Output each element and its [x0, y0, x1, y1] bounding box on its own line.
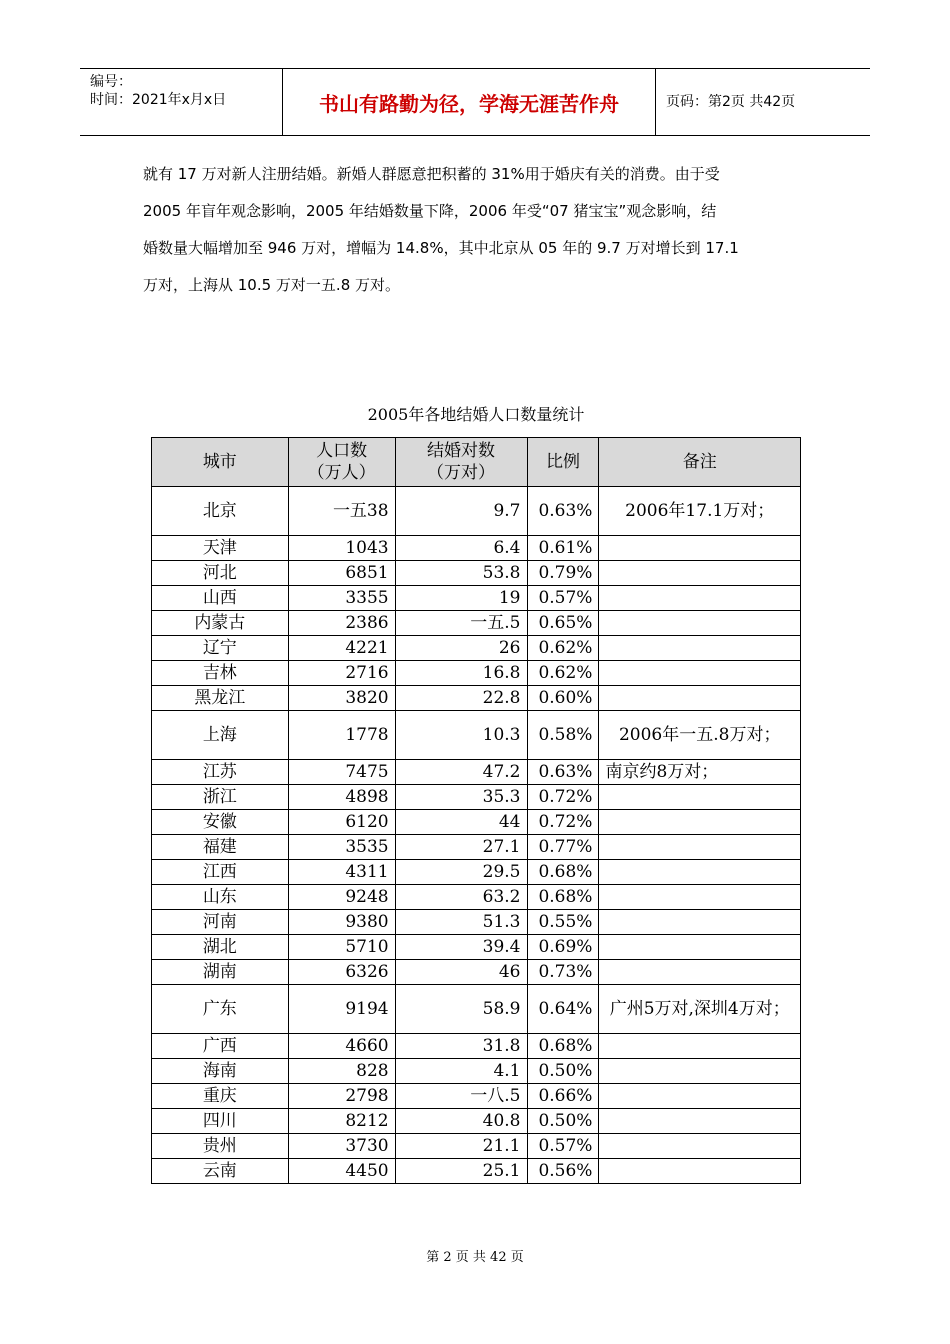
table-row	[152, 935, 801, 960]
cell-note: 2006年17.1万对；	[599, 487, 801, 536]
cell-city: 湖北	[152, 935, 289, 960]
cell-ratio: 0.68%	[527, 885, 599, 910]
table-row	[152, 711, 801, 760]
header-note: 备注	[599, 438, 801, 487]
cell-ratio: 0.68%	[527, 860, 599, 885]
table-row	[152, 1109, 801, 1134]
cell-population: 6326	[288, 960, 395, 985]
table-row	[152, 960, 801, 985]
cell-population: 4450	[288, 1159, 395, 1184]
table-row	[152, 561, 801, 586]
cell-note	[599, 910, 801, 935]
cell-marriages: 19	[395, 586, 527, 611]
cell-ratio: 0.50%	[527, 1059, 599, 1084]
cell-marriages: 21.1	[395, 1134, 527, 1159]
cell-ratio: 0.66%	[527, 1084, 599, 1109]
paragraph-line: 2005 年盲年观念影响，2005 年结婚数量下降，2006 年受“07 猪宝宝”观念影响，结	[143, 202, 717, 220]
cell-ratio: 0.65%	[527, 611, 599, 636]
time-label: 时间：2021年x月x日	[90, 92, 227, 108]
cell-population: 7475	[288, 760, 395, 785]
cell-city: 江苏	[152, 760, 289, 785]
cell-note	[599, 636, 801, 661]
cell-ratio: 0.62%	[527, 636, 599, 661]
cell-note	[599, 785, 801, 810]
cell-ratio: 0.63%	[527, 487, 599, 536]
header-meta-cell	[80, 69, 283, 135]
cell-population: 4311	[288, 860, 395, 885]
header-marriages	[395, 438, 527, 487]
table-caption: 2005年各地结婚人口数量统计	[367, 405, 585, 424]
cell-note	[599, 960, 801, 985]
table-row	[152, 686, 801, 711]
table-row	[152, 611, 801, 636]
cell-ratio: 0.57%	[527, 1134, 599, 1159]
cell-population: 2386	[288, 611, 395, 636]
cell-city: 上海	[152, 711, 289, 760]
motto-text: 书山有路勤为径，学海无涯苦作舟	[319, 92, 619, 116]
paragraph-line: 就有 17 万对新人注册结婚。新婚人群愿意把积蓄的 31%用于婚庆有关的消费。由于受	[143, 165, 720, 183]
table-row	[152, 1059, 801, 1084]
cell-population: 1778	[288, 711, 395, 760]
cell-population: 9380	[288, 910, 395, 935]
table-row	[152, 1084, 801, 1109]
table-row	[152, 910, 801, 935]
cell-ratio: 0.50%	[527, 1109, 599, 1134]
cell-note	[599, 1059, 801, 1084]
cell-population: 6120	[288, 810, 395, 835]
table-row	[152, 885, 801, 910]
cell-note	[599, 885, 801, 910]
cell-city: 山东	[152, 885, 289, 910]
cell-population: 1043	[288, 536, 395, 561]
cell-city: 黑龙江	[152, 686, 289, 711]
table-row	[152, 1134, 801, 1159]
table-row	[152, 785, 801, 810]
cell-note	[599, 1159, 801, 1184]
page-footer: 第 2 页 共 42 页	[426, 1250, 524, 1265]
cell-ratio: 0.73%	[527, 960, 599, 985]
cell-marriages: 22.8	[395, 686, 527, 711]
cell-marriages: 40.8	[395, 1109, 527, 1134]
cell-population: 一五38	[288, 487, 395, 536]
table-row	[152, 661, 801, 686]
page-label: 页码：第2页 共42页	[666, 94, 796, 110]
cell-city: 贵州	[152, 1134, 289, 1159]
cell-city: 河南	[152, 910, 289, 935]
cell-note	[599, 835, 801, 860]
cell-population: 2798	[288, 1084, 395, 1109]
cell-population: 2716	[288, 661, 395, 686]
cell-marriages: 一五.5	[395, 611, 527, 636]
cell-ratio: 0.56%	[527, 1159, 599, 1184]
cell-marriages: 9.7	[395, 487, 527, 536]
cell-ratio: 0.63%	[527, 760, 599, 785]
table-row	[152, 860, 801, 885]
table-row	[152, 586, 801, 611]
header-page-cell	[656, 69, 870, 135]
cell-marriages: 35.3	[395, 785, 527, 810]
cell-city: 江西	[152, 860, 289, 885]
cell-population: 6851	[288, 561, 395, 586]
cell-city: 山西	[152, 586, 289, 611]
cell-ratio: 0.72%	[527, 810, 599, 835]
cell-marriages: 10.3	[395, 711, 527, 760]
marriage-stats-table	[151, 437, 801, 1184]
cell-ratio: 0.61%	[527, 536, 599, 561]
body-paragraph	[143, 156, 803, 304]
cell-ratio: 0.72%	[527, 785, 599, 810]
cell-marriages: 27.1	[395, 835, 527, 860]
cell-ratio: 0.60%	[527, 686, 599, 711]
cell-note	[599, 860, 801, 885]
table-row	[152, 1034, 801, 1059]
cell-marriages: 31.8	[395, 1034, 527, 1059]
cell-population: 3730	[288, 1134, 395, 1159]
cell-marriages: 53.8	[395, 561, 527, 586]
cell-note: 南京约8万对；	[599, 760, 801, 785]
cell-city: 海南	[152, 1059, 289, 1084]
cell-marriages: 一八.5	[395, 1084, 527, 1109]
cell-note	[599, 561, 801, 586]
cell-marriages: 16.8	[395, 661, 527, 686]
cell-ratio: 0.77%	[527, 835, 599, 860]
number-label: 编号：	[90, 74, 132, 90]
cell-population: 8212	[288, 1109, 395, 1134]
cell-marriages: 44	[395, 810, 527, 835]
cell-city: 广西	[152, 1034, 289, 1059]
cell-city: 云南	[152, 1159, 289, 1184]
header-ratio: 比例	[527, 438, 599, 487]
cell-marriages: 26	[395, 636, 527, 661]
cell-city: 辽宁	[152, 636, 289, 661]
paragraph-line: 万对，上海从 10.5 万对一五.8 万对。	[143, 276, 401, 294]
table-row	[152, 1159, 801, 1184]
cell-ratio: 0.57%	[527, 586, 599, 611]
header-population-text: 人口数（万人）	[307, 441, 376, 483]
cell-marriages: 47.2	[395, 760, 527, 785]
table-row	[152, 985, 801, 1034]
table-row	[152, 487, 801, 536]
cell-note	[599, 686, 801, 711]
cell-note	[599, 1109, 801, 1134]
table-row	[152, 835, 801, 860]
cell-note	[599, 661, 801, 686]
cell-marriages: 29.5	[395, 860, 527, 885]
cell-marriages: 51.3	[395, 910, 527, 935]
cell-note	[599, 1134, 801, 1159]
header-marriages-text: 结婚对数（万对）	[427, 441, 496, 483]
cell-population: 4898	[288, 785, 395, 810]
cell-note	[599, 935, 801, 960]
cell-note	[599, 810, 801, 835]
cell-marriages: 25.1	[395, 1159, 527, 1184]
cell-population: 4660	[288, 1034, 395, 1059]
paragraph-line: 婚数量大幅增加至 946 万对，增幅为 14.8%，其中北京从 05 年的 9.7 万对增长到 17.1	[143, 239, 739, 257]
cell-population: 828	[288, 1059, 395, 1084]
cell-population: 3820	[288, 686, 395, 711]
cell-marriages: 63.2	[395, 885, 527, 910]
cell-ratio: 0.69%	[527, 935, 599, 960]
cell-city: 安徽	[152, 810, 289, 835]
cell-city: 天津	[152, 536, 289, 561]
cell-city: 浙江	[152, 785, 289, 810]
cell-city: 湖南	[152, 960, 289, 985]
cell-city: 吉林	[152, 661, 289, 686]
cell-ratio: 0.55%	[527, 910, 599, 935]
header-population	[288, 438, 395, 487]
table-row	[152, 760, 801, 785]
cell-city: 福建	[152, 835, 289, 860]
cell-population: 4221	[288, 636, 395, 661]
cell-ratio: 0.68%	[527, 1034, 599, 1059]
table-row	[152, 536, 801, 561]
cell-note	[599, 1084, 801, 1109]
header-city: 城市	[152, 438, 289, 487]
cell-city: 北京	[152, 487, 289, 536]
cell-population: 5710	[288, 935, 395, 960]
cell-note	[599, 536, 801, 561]
cell-marriages: 46	[395, 960, 527, 985]
cell-marriages: 58.9	[395, 985, 527, 1034]
cell-city: 重庆	[152, 1084, 289, 1109]
cell-marriages: 39.4	[395, 935, 527, 960]
cell-note	[599, 1034, 801, 1059]
cell-population: 3355	[288, 586, 395, 611]
cell-ratio: 0.58%	[527, 711, 599, 760]
cell-population: 9194	[288, 985, 395, 1034]
cell-note: 广州5万对,深圳4万对；	[599, 985, 801, 1034]
cell-marriages: 6.4	[395, 536, 527, 561]
document-header	[80, 68, 870, 136]
table-row	[152, 636, 801, 661]
cell-city: 河北	[152, 561, 289, 586]
cell-ratio: 0.62%	[527, 661, 599, 686]
cell-note: 2006年一五.8万对；	[599, 711, 801, 760]
cell-city: 广东	[152, 985, 289, 1034]
cell-note	[599, 611, 801, 636]
table-row	[152, 810, 801, 835]
cell-ratio: 0.79%	[527, 561, 599, 586]
cell-population: 9248	[288, 885, 395, 910]
cell-ratio: 0.64%	[527, 985, 599, 1034]
cell-note	[599, 586, 801, 611]
table-body	[152, 487, 801, 1184]
table-header-row	[152, 438, 801, 487]
header-motto-cell	[283, 69, 656, 135]
cell-population: 3535	[288, 835, 395, 860]
cell-marriages: 4.1	[395, 1059, 527, 1084]
cell-city: 四川	[152, 1109, 289, 1134]
cell-city: 内蒙古	[152, 611, 289, 636]
